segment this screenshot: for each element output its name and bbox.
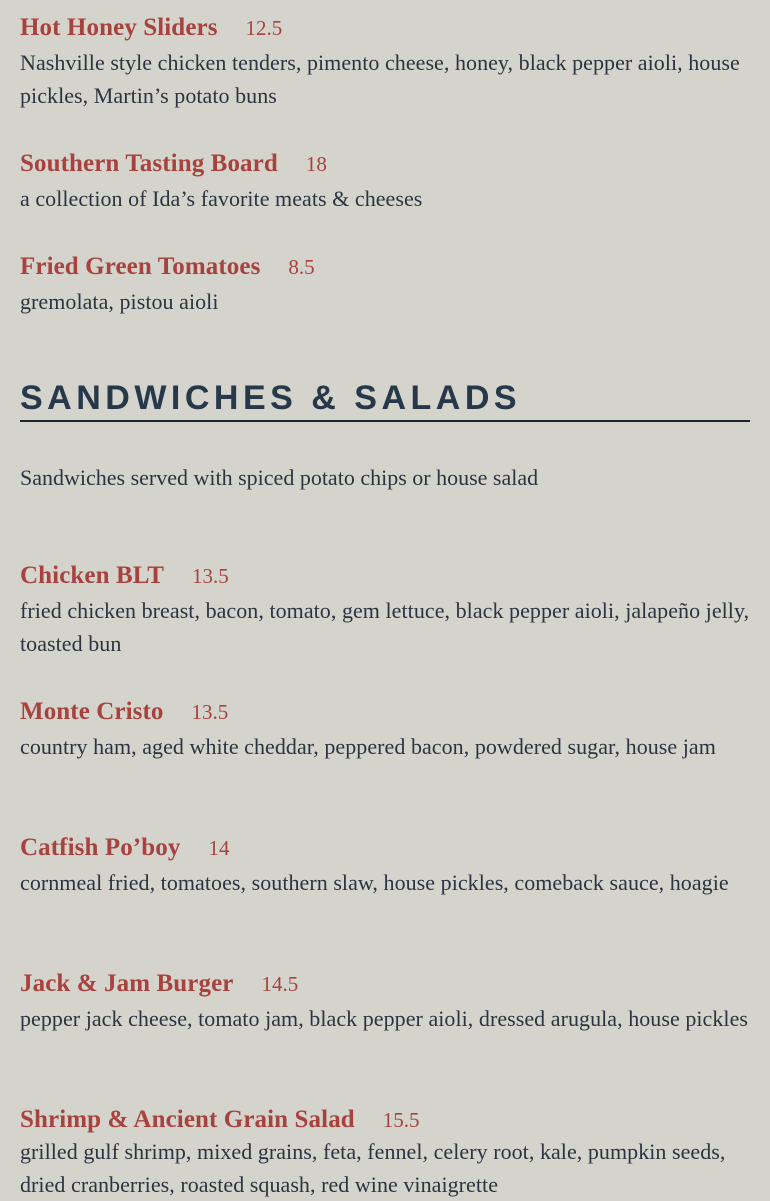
menu-item-fried-green-tomatoes — [20, 253, 755, 318]
menu-item-catfish-poboy — [20, 834, 755, 899]
menu-item-monte-cristo — [20, 698, 755, 763]
menu-item-price: 8.5 — [288, 255, 315, 279]
menu-item-name: Jack & Jam Burger — [20, 970, 234, 997]
menu-item-description: grilled gulf shrimp, mixed grains, feta, fennel, celery root, kale, pumpkin seeds, dried cranberries, roasted squash, red wine vinaigrette — [20, 1139, 726, 1197]
menu-item-header — [20, 150, 755, 178]
menu-item-price: 13.5 — [191, 700, 229, 724]
menu-item-header — [20, 14, 755, 42]
menu-item-price: 18 — [305, 152, 327, 176]
menu-item-description: fried chicken breast, bacon, tomato, gem lettuce, black pepper aioli, jalapeño jelly, toasted bun — [20, 598, 750, 656]
menu-item-jack-jam-burger — [20, 970, 755, 1035]
menu-item-description: pepper jack cheese, tomato jam, black pepper aioli, dressed arugula, house pickles — [20, 1006, 748, 1031]
menu-item-description: country ham, aged white cheddar, peppered bacon, powdered sugar, house jam — [20, 734, 716, 759]
menu-item-description: cornmeal fried, tomatoes, southern slaw, house pickles, comeback sauce, hoagie — [20, 870, 729, 895]
menu-item-price: 14.5 — [261, 972, 299, 996]
menu-item-price: 14 — [208, 836, 230, 860]
menu-item-price: 12.5 — [245, 16, 283, 40]
menu-item-header — [20, 698, 755, 726]
menu-item-header — [20, 1106, 755, 1134]
menu-item-name: Chicken BLT — [20, 562, 164, 589]
menu-item-southern-tasting-board — [20, 150, 755, 215]
menu-item-chicken-blt — [20, 562, 755, 660]
menu-item-header — [20, 834, 755, 862]
menu-item-description: Nashville style chicken tenders, pimento cheese, honey, black pepper aioli, house pickles, Martin’s potato buns — [20, 50, 740, 108]
menu-item-name: Fried Green Tomatoes — [20, 253, 261, 280]
menu-item-header — [20, 253, 755, 281]
section-title: SANDWICHES & SALADS — [20, 376, 750, 422]
menu-item-hot-honey-sliders — [20, 14, 755, 112]
menu-item-name: Catfish Po’boy — [20, 834, 181, 861]
menu-item-header — [20, 562, 755, 590]
menu-item-name: Monte Cristo — [20, 698, 164, 725]
section-note: Sandwiches served with spiced potato chips or house salad — [20, 465, 539, 490]
menu-item-price: 15.5 — [382, 1108, 420, 1132]
menu-item-description: gremolata, pistou aioli — [20, 289, 219, 314]
menu-item-price: 13.5 — [191, 564, 229, 588]
menu-item-header — [20, 970, 755, 998]
menu-item-shrimp-grain-salad — [20, 1106, 755, 1201]
menu-item-name: Shrimp & Ancient Grain Salad — [20, 1106, 355, 1133]
menu-item-name: Hot Honey Sliders — [20, 14, 218, 41]
menu-item-name: Southern Tasting Board — [20, 150, 278, 177]
menu-item-description: a collection of Ida’s favorite meats & cheeses — [20, 186, 423, 211]
